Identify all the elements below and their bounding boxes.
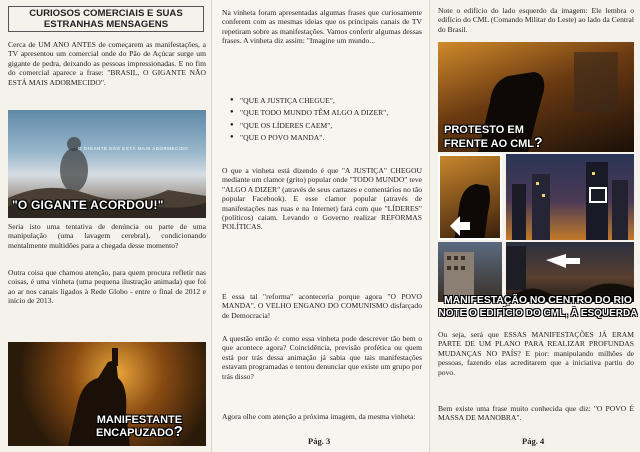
crowd-street-image xyxy=(506,242,634,302)
protest-cml-caption-line2: FRENTE AO CML xyxy=(444,138,535,150)
paragraph-plan-question: Ou seja, será que ESSAS MANIFESTAÇÕES JÁ ERAM PARTE DE UM PLANO PARA REALIZAR PROFUNDAS MUDANÇAS NO PAÍS? E pior: manipulando milhões de pessoas, fazendo elas acreditarem que a iniciativa partiu do povo. xyxy=(438,330,634,377)
page-column-middle xyxy=(212,0,430,452)
paragraph-vinheta: Outra coisa que chamou atenção, para quem procura refletir nas coisas, é uma vinheta (uma pequena ilustração animada) que foi ao ar nos canais ligados à Rede Globo - entre o final de 2012 e início de 2013. xyxy=(8,268,206,306)
hooded-protester-image xyxy=(8,342,206,446)
city-skyline-graphic xyxy=(506,154,634,240)
page-number: Pág. 4 xyxy=(522,436,545,446)
section-title xyxy=(8,6,204,32)
protest-cml-caption-line1: PROTESTO EM xyxy=(444,124,524,136)
paragraph-analysis: O que a vinheta está dizendo é que "A JUSTIÇA" CHEGOU mediante um clamor (grito) popular onde "TODO MUNDO" teve "ALGO A DIZER" (através de seus cartazes e comentários no tão popular Facebook). E esse clamor popular (através de manifestações nas ruas e na Internet) fará com que "LÍDERES" (políticos) caiam. Levando o Governo realizar REFORMAS POLÍTICAS. xyxy=(222,166,422,232)
page-column-left xyxy=(0,0,212,452)
protest-cml-image xyxy=(438,42,634,152)
crowd-graphic xyxy=(506,242,634,302)
paragraph-reforma: E essa tal "reforma" aconteceria porque agora "O POVO MANDA". O VELHO ENGANO DO COMUNISMO disfarçado de Democracia! xyxy=(222,292,422,320)
protester-caption xyxy=(96,414,183,439)
protester-caption-mark: ? xyxy=(173,423,183,440)
rio-march-caption-line2: NOTE O EDIFÍCIO DO CML, À ESQUERDA xyxy=(438,308,638,319)
list-item: ● "QUE A JUSTIÇA CHEGUE", xyxy=(230,96,420,105)
giant-commercial-image xyxy=(8,110,206,218)
list-item: ● "QUE TODO MUNDO TÊM ALGO A DIZER", xyxy=(230,108,420,117)
paragraph-coincidence: A questão então é: como essa vinheta pode descrever tão bem o que acontece agora? Coincidência, previsão profética ou quem está por trás dessa animação já sabia que tais manifestações estavam programadas e tentou denunciar que existe um grupo por trás disso? xyxy=(222,334,422,381)
rio-march-caption xyxy=(438,294,638,320)
list-item: ● "QUE O POVO MANDA". xyxy=(230,133,420,142)
section-title-text: CURIOSOS COMERCIAIS E SUAS ESTRANHAS MENSAGENS xyxy=(29,8,183,30)
paragraph-cml-note: Note o edifício do lado esquerdo da imagem: Ele lembra o edifício do CML (Comando Militar do Leste) ao lado da Central do Brasil. xyxy=(438,6,634,34)
paragraph-question: Seria isto uma tentativa de denúncia ou parte de uma manipulação (uma lavagem cerebral), condicionando mentalmente multidões para a chegada desse momento? xyxy=(8,222,206,250)
protester-caption-line1: MANIFESTANTE xyxy=(96,414,183,426)
city-night-image xyxy=(506,154,634,240)
page-number: Pág. 3 xyxy=(308,436,331,446)
list-item: ● "QUE OS LÍDERES CAEM", xyxy=(230,121,420,130)
protester-caption-line2: ENCAPUZADO xyxy=(96,427,174,439)
paragraph-intro: Cerca de UM ANO ANTES de começarem as manifestações, a TV apresentou um comercial onde do Pão de Açúcar surge um gigante de pedra, deixando as pessoas impressionadas. E no fim do comercial aparece a frase: "BRASIL, O GIGANTE NÃO ESTÁ MAIS ADORMECIDO". xyxy=(8,40,206,87)
paragraph-next-image: Agora olhe com atenção a próxima imagem, da mesma vinheta: xyxy=(222,412,416,421)
protest-cml-caption-mark: ? xyxy=(534,134,543,150)
giant-overlay-text: O GIGANTE NÃO ESTÁ MAIS ADORMECIDO. xyxy=(78,146,191,151)
rio-march-caption-line1: MANIFESTAÇÃO NO CENTRO DO RIO xyxy=(444,295,632,306)
fist-thumbnail-graphic xyxy=(440,156,502,240)
protest-cml-caption xyxy=(444,124,543,150)
fist-thumbnail-image xyxy=(438,154,502,240)
page-column-right xyxy=(430,0,640,452)
paragraph-vinheta-intro: Na vinheta foram apresentadas algumas frases que curiosamente conferem com as mesmas ideias que os principais canais de TV repetiram sobre as manifestações. Vamos conferir algumas dessas frases. A vinheta diz assim: "Imagine um mundo... xyxy=(222,8,422,46)
paragraph-famous-phrase: Bem existe uma frase muito conhecida que diz: "O POVO É MASSA DE MANOBRA". xyxy=(438,404,634,423)
giant-caption: "O GIGANTE ACORDOU!" xyxy=(12,198,164,212)
building-graphic xyxy=(438,242,502,302)
vinheta-phrase-list xyxy=(230,96,420,146)
cml-building-image xyxy=(438,242,502,302)
